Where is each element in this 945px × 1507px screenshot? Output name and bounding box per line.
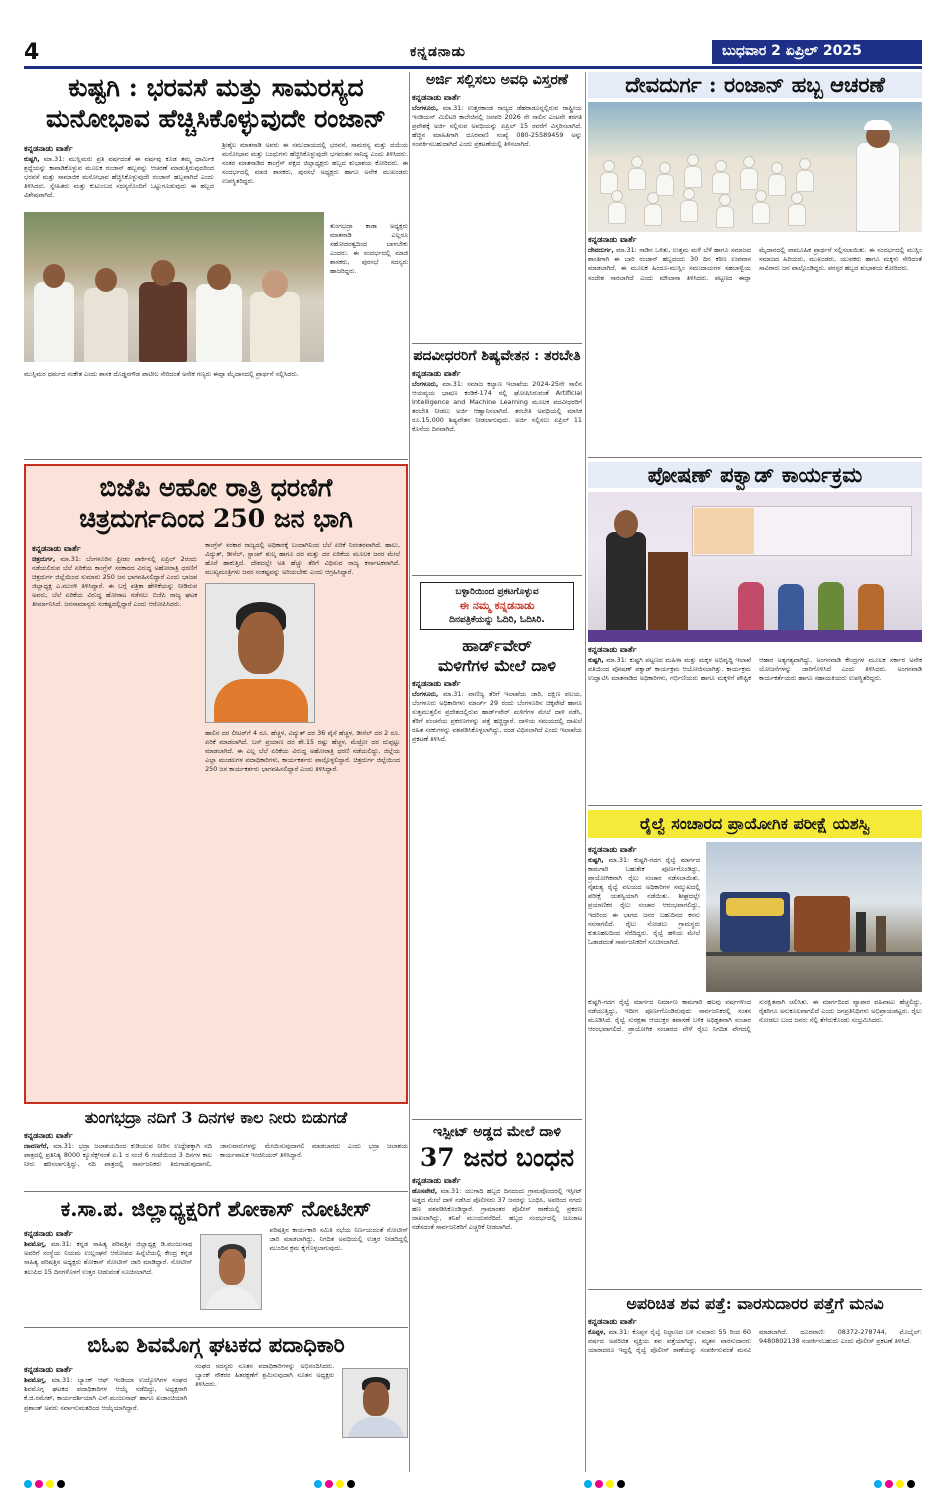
article-body [24,1376,187,1412]
headline: ಮಳಿಗೆಗಳ ಮೇಲೆ ದಾಳಿ [438,656,556,675]
column-right [588,72,922,1472]
article-text: ಮಾ.31: ಕುಷ್ಟಗಿ ಪಟ್ಟಣದ ಮಹಿಳಾ ಮತ್ತು ಮಕ್ಕಳ ಅಭಿವೃದ್ಧಿ ಇಲಾಖೆ ವತಿಯಿಂದ ಪೋಷಣ್ ಪಕ್ವಾಡ್ ಕಾರ್ಯಕ್ರಮ ಆಯೋಜಿಸಲಾಗಿತ್ತು. ಕಾರ್ಯಕ್ರಮ ಉದ್ಘಾಟಿಸಿ ಮಾತನಾಡಿದ ಅಧಿಕಾರಿಗಳು, ಗರ್ಭಿಣಿಯರು ಹಾಗೂ ಮಕ್ಕಳಿಗೆ ಪೌಷ್ಟಿಕ ಆಹಾರ ಅತ್ಯಗತ್ಯವಾಗಿದ್ದು, ಅಂಗನವಾಡಿ ಕೇಂದ್ರಗಳ ಮೂಲಕ ಸರ್ಕಾರ ಅನೇಕ ಯೋಜನೆಗಳನ್ನು ಜಾರಿಗೊಳಿಸಿದೆ ಎಂದು ತಿಳಿಸಿದರು. ಅಂಗನವಾಡಿ ಕಾರ್ಯಕರ್ತೆಯರು ಹಾಗೂ ಸಹಾಯಕಿಯರು ಉಪಸ್ಥಿತರಿದ್ದರು. [588,656,922,683]
article-body-side: ತುಂಗಭದ್ರಾ ಕಾಡಾ ಅಧ್ಯಕ್ಷರು ಮಾತನಾಡಿ ಎಲ್ಲರೂ ಸಹೋದರತ್ವದಿಂದ ಬಾಳಬೇಕು ಎಂದರು. ಈ ಸಂದರ್ಭದಲ್ಲಿ ಮಾಜಿ ಶಾಸಕರು, ಪುರಸಭೆ ಸದಸ್ಯರು ಹಾಜರಿದ್ದರು. [330,222,408,276]
headline: 37 ಜನರ ಬಂಧನ [419,1142,575,1172]
byline: ಕನ್ನಡನಾಡು ವಾರ್ತೆ [412,679,461,688]
registration-dot [24,1480,32,1488]
article-text: ಮಾ.31: ಯುಗಾದಿ ಹಬ್ಬದ ದಿನದಂದು ಗ್ರಾಮವೊಂದರಲ್ಲಿ ಇಸ್ಪೀಟ್ ಅಡ್ಡದ ಮೇಲೆ ದಾಳಿ ನಡೆಸಿದ ಪೊಲೀಸರು 37 ಜನರನ್ನು ಬಂಧಿಸಿ, ಅವರಿಂದ ನಗದು ಹಣ ವಶಪಡಿಸಿಕೊಂಡಿದ್ದಾರೆ. ಗ್ರಾಮಾಂತರ ಪೊಲೀಸ್ ಠಾಣೆಯಲ್ಲಿ ಪ್ರಕರಣ ದಾಖಲಾಗಿದ್ದು, ತನಿಖೆ ಮುಂದುವರೆದಿದೆ. ಹಬ್ಬದ ಸಂದರ್ಭದಲ್ಲಿ ಜೂಜಾಟ ನಡೆಸದಂತೆ ಸಾರ್ವಜನಿಕರಿಗೆ ಎಚ್ಚರಿಕೆ ನೀಡಲಾಗಿದೆ. [412,1186,582,1232]
article-body-continued: ಕುಷ್ಟಗಿ-ಗದಗ ರೈಲ್ವೆ ಮಾರ್ಗದ ನಿರ್ಮಾಣ ಕಾಮಗಾರಿ ಹಲವು ವರ್ಷಗಳಿಂದ ನಡೆಯುತ್ತಿದ್ದು, ಇದೀಗ ಪೂರ್ಣಗೊಂಡಿರುವುದು ಸಾರ್ವಜನಿಕರಲ್ಲಿ ಸಂತಸ ಮೂಡಿಸಿದೆ. ರೈಲ್ವೆ ಸುರಕ್ಷತಾ ಆಯುಕ್ತರ ತಪಾಸಣೆ ಬಳಿಕ ಅಧಿಕೃತವಾಗಿ ಸಂಚಾರ ಆರಂಭವಾಗಲಿದೆ. ಪ್ರಾಯೋಗಿಕ ಸಂಚಾರದ ವೇಳೆ ರೈಲು ನಿಗದಿತ ವೇಗದಲ್ಲಿ ಸುರಕ್ಷಿತವಾಗಿ ಚಲಿಸಿತು. ಈ ಮಾರ್ಗದಿಂದ ವ್ಯಾಪಾರ ವಹಿವಾಟು ಹೆಚ್ಚಲಿದ್ದು, ರೈತರಿಗೂ ಅನುಕೂಲವಾಗಲಿದೆ ಎಂದು ಜನಪ್ರತಿನಿಧಿಗಳು ಅಭಿಪ್ರಾಯಪಟ್ಟರು. ರೈಲು ನೋಡಲು ಬಂದ ಜನರು ಸೆಲ್ಫಿ ತೆಗೆದುಕೊಂಡು ಸಂಭ್ರಮಿಸಿದರು. [588,998,922,1034]
page-number: 4 [24,40,40,65]
registration-dot [336,1480,344,1488]
dateline: ಶಿವಮೊಗ್ಗ, [24,1376,47,1385]
byline: ಕನ್ನಡನಾಡು ವಾರ್ತೆ [588,845,637,854]
registration-dot [907,1480,915,1488]
article-text: ಮಾ.31: ಕನ್ನಡ ಸಾಹಿತ್ಯ ಪರಿಷತ್ತಿನ ಜಿಲ್ಲಾಧ್ಯಕ್ಷ ಡಿ.ಮಂಜುನಾಥ ಅವರಿಗೆ ಸಂಸ್ಥೆಯ ನಿಯಮ ಉಲ್ಲಂಘನೆ ಆರೋಪದ ಹಿನ್ನೆಲೆಯಲ್ಲಿ ಕೇಂದ್ರ ಕನ್ನಡ ಸಾಹಿತ್ಯ ಪರಿಷತ್ತಿನ ಅಧ್ಯಕ್ಷರು ಶೋಕಾಸ್ ನೋಟೀಸ್ ಜಾರಿ ಮಾಡಿದ್ದಾರೆ. ನೋಟೀಸ್ ತಲುಪಿದ 15 ದಿನಗಳೊಳಗೆ ಉತ್ತರ ನೀಡುವಂತೆ ಸೂಚಿಸಲಾಗಿದೆ. [24,1240,193,1276]
article-ramzan-kushtagi [24,72,408,460]
article-boi-office-bearers [24,1332,408,1450]
article-bjp-protest [24,464,408,1104]
article-gambling-arrest [412,1124,582,1464]
portrait-photo [342,1368,408,1438]
registration-dot [885,1480,893,1488]
article-text: ಮಾ.31: ಮುಸ್ಲಿಮರು ಪ್ರತಿ ವರ್ಷದಂತೆ ಈ ವರ್ಷವು ಕೂಡ ತಮ್ಮ ಧಾರ್ಮಿಕ ಶ್ರದ್ಧೆಯನ್ನು ಕಾಪಾಡಿಕೊಳ್ಳುವ ಮೂಲಕ ರಂಜಾನ್ ಹಬ್ಬವನ್ನು ಆಚರಣೆ ಮಾಡುತ್ತಿರುವುದರಿಂದ ಭರವಸೆ ಮತ್ತು ಸಾಮಾಜಿಕ ಮನೋಭಾವ ಹೆಚ್ಚಿಸಿಕೊಳ್ಳುವುದೇ ರಂಜಾನ್ ಹಬ್ಬವಾಗಿದೆ ಎಂದು ತಿಳಿಸಿದರು. ಸ್ನೇಹಿತರು ಮತ್ತು ಕುಟುಂಬದ ಸದಸ್ಯರೊಂದಿಗೆ ಒಟ್ಟುಗೂಡುವುದು ಈ ಹಬ್ಬದ ವಿಶೇಷವಾಗಿದೆ. [24,154,214,199]
article-body [412,104,582,149]
byline: ಕನ್ನಡನಾಡು ವಾರ್ತೆ [24,1229,73,1239]
headline: ಮನೋಭಾವ ಹೆಚ್ಚಿಸಿಕೊಳ್ಳುವುದೇ ರಂಜಾನ್ [45,104,386,134]
dateline: ಬೆಂಗಳೂರು, [412,379,439,388]
byline: ಕನ್ನಡನಾಡು ವಾರ್ತೆ [588,645,637,655]
registration-dot [57,1480,65,1488]
headline: ಪೋಷಣ್ ಪಕ್ವಾಡ್ ಕಾರ್ಯಕ್ರಮ [588,462,922,488]
byline: ಕನ್ನಡನಾಡು ವಾರ್ತೆ [588,1317,637,1326]
byline: ಕನ್ನಡನಾಡು ವಾರ್ತೆ [24,143,73,153]
dateline: ಹೊಸಪೇಟೆ, [412,1186,438,1195]
promo-line: ದಿನಪತ್ರಿಕೆಯನ್ನು ಓದಿರಿ, ಓದಿಸಿರಿ. [449,615,545,625]
registration-dot [896,1480,904,1488]
dateline: ಕುಷ್ಟಗಿ, [588,856,604,864]
byline: ಕನ್ನಡನಾಡು ವಾರ್ತೆ [588,235,637,245]
dateline: ಬೆಂಗಳೂರು, [412,690,439,698]
event-stage-photo [588,492,922,642]
article-body [588,656,922,683]
headline: ಅರ್ಜಿ ಸಲ್ಲಿಸಲು ಅವಧಿ ವಿಸ್ತರಣೆ [426,72,568,88]
article-tungabhadra [24,1108,408,1192]
article-body [24,1240,192,1276]
byline: ಕನ್ನಡನಾಡು ವಾರ್ತೆ [24,1131,73,1140]
article-body [588,856,700,947]
article-text: ಮಾ.31: ಬೆಂಗಳೂರಿನ ಫ್ರೀಡಂ ಪಾರ್ಕಿನಲ್ಲಿ ಏಪ್ರಿಲ್ 2ರಂದು ನಡೆಯಲಿರುವ ಬೆಲೆ ಏರಿಕೆಯ ಕಾಂಗ್ರೆಸ್ ಸರಕಾರದ ವಿರುದ್ಧ ಅಹೋರಾತ್ರಿ ಧರಣಿಗೆ ಚಿತ್ರದುರ್ಗ ಜಿಲ್ಲೆಯಿಂದ ಸುಮಾರು 250 ಜನ ಭಾಗವಹಿಸಲಿದ್ದಾರೆ ಎಂದು ಭಾಜಪ ಜಿಲ್ಲಾಧ್ಯಕ್ಷ ಎ.ಮುರಳಿ ತಿಳಿಸಿದ್ದಾರೆ. ಈ ಬಗ್ಗೆ ಪತ್ರಿಕಾ ಹೇಳಿಕೆಯನ್ನು ನೀಡಿರುವ ಅವರು, ಬೆಲೆ ಏರಿಕೆಯ ವಿರುದ್ಧ ಹೋರಾಟ ನಡೆಸಲು ಬಿಜೆಪಿ ರಾಜ್ಯ ಘಟಕ ತೀರ್ಮಾನಿಸಿದೆ. ಜನಸಾಮಾನ್ಯರು ಸಂಕಷ್ಟದಲ್ಲಿದ್ದಾರೆ ಎಂದು ಆರೋಪಿಸಿದರು. [32,554,198,608]
dateline: ದಾವಣಗೆರೆ, [24,1142,49,1150]
article-graduate-training [412,348,582,576]
headline: ಬಿಓಐ ಶಿವಮೊಗ್ಗ ಘಟಕದ ಪದಾಧಿಕಾರಿ [87,1332,345,1357]
dateline: ಚಿತ್ರದುರ್ಗ, [32,554,56,563]
meeting-photo [24,212,324,362]
dateline: ಶಿವಮೊಗ್ಗ, [24,1240,47,1249]
prayer-crowd-photo [588,102,922,232]
headline: ಪದವೀಧರರಿಗೆ ಶಿಷ್ಯವೇತನ : ತರಬೇತಿ [413,348,581,364]
registration-dot [347,1480,355,1488]
dateline: ಕೊಪ್ಪಳ, [588,1328,606,1336]
article-body: ಕಾಂಗ್ರೆಸ್ ಸರಕಾರ ರಾಜ್ಯದಲ್ಲಿ ಅಧಿಕಾರಕ್ಕೆ ಬಂದಾಗಿನಿಂದ ಬೆಲೆ ಏರಿಕೆ ನಿರಂತರವಾಗಿದೆ. ಹಾಲು, ವಿದ್ಯುತ್, ಡೀಸೆಲ್, ಸ್ಟಾಂಪ್ ಶುಲ್ಕ ಹಾಗೂ ದರ ಮತ್ತು ದರ ಏರಿಕೆಯ ಮೂಲಕ ಜನರ ಮೇಲೆ ಹೊರೆ ಹಾಕುತ್ತಿದೆ. ದೇಶದಲ್ಲೇ ಅತಿ ಹೆಚ್ಚು ತೆರಿಗೆ ವಿಧಿಸುವ ರಾಜ್ಯ ಕರ್ನಾಟಕವಾಗಿದೆ. ಮುಖ್ಯಮಂತ್ರಿಗಳು ಜನರ ಸಂಕಷ್ಟವನ್ನು ಅರಿಯಬೇಕು ಎಂದು ಆಗ್ರಹಿಸಿದ್ದಾರೆ. [205,540,400,576]
headline: ಕುಷ್ಟಗಿ : ಭರವಸೆ ಮತ್ತು ಸಾಮರಸ್ಯದ [68,73,364,102]
top-rule [24,66,922,69]
article-body-side: ಪರಿಷತ್ತಿನ ಕಾರ್ಯಕಾರಿ ಸಮಿತಿ ಸಭೆಯ ನಿರ್ಣಯದಂತೆ ನೋಟೀಸ್ ಜಾರಿ ಮಾಡಲಾಗಿದ್ದು, ನಿಗದಿತ ಅವಧಿಯಲ್ಲಿ ಉತ್ತರ ನೀಡದಿದ್ದಲ್ಲಿ ಮುಂದಿನ ಕ್ರಮ ಕೈಗೊಳ್ಳಲಾಗುವುದು. [269,1226,408,1253]
registration-dot [874,1480,882,1488]
registration-dot [314,1480,322,1488]
article-poshan-pakhwada [588,462,922,806]
registration-dot [595,1480,603,1488]
article-body [588,1328,922,1355]
article-body [412,380,582,435]
headline: ಇಸ್ಪೀಟ್ ಅಡ್ಡದ ಮೇಲೆ ದಾಳಿ [433,1124,561,1140]
headline: ತುಂಗಭದ್ರಾ ನದಿಗೆ 3 ದಿನಗಳ ಕಾಲ ನೀರು ಬಿಡುಗಡೆ [84,1108,348,1127]
portrait-photo [205,583,315,723]
promo-line: ಈ ನಮ್ಮ ಕನ್ನಡನಾಡು [459,599,535,612]
article-text: ಮಾ.31: ಕೊಪ್ಪಳ ರೈಲ್ವೆ ನಿಲ್ದಾಣದ ಬಳಿ ಸುಮಾರು 55 ರಿಂದ 60 ವರ್ಷದ ಅಪರಿಚಿತ ವ್ಯಕ್ತಿಯ ಶವ ಪತ್ತೆಯಾಗಿದ್ದು, ಮೃತನ ವಾರಸುದಾರರು ಯಾರಾದರೂ ಇದ್ದಲ್ಲಿ ರೈಲ್ವೆ ಪೊಲೀಸ್ ಠಾಣೆಯನ್ನು ಸಂಪರ್ಕಿಸುವಂತೆ ಮನವಿ ಮಾಡಲಾಗಿದೆ. ದೂರವಾಣಿ: 08372-278744, ಮೊಬೈಲ್: 9480802138 ಸಂಪರ್ಕಿಸಬಹುದು ಎಂದು ಪೊಲೀಸ್ ಪ್ರಕಟಣೆ ತಿಳಿಸಿದೆ. [588,1328,922,1355]
headline: ಅಪರಿಚಿತ ಶವ ಪತ್ತೆ: ವಾರಸುದಾರರ ಪತ್ತೆಗೆ ಮನವಿ [626,1294,884,1313]
article-kasapa-notice [24,1196,408,1328]
paper-name: ಕನ್ನಡನಾಡು [410,44,466,60]
registration-dot [606,1480,614,1488]
date-strip: ಬುಧವಾರ 2 ಏಪ್ರಿಲ್ 2025 [712,40,922,64]
article-body [412,690,582,745]
article-railway-trial [588,810,922,1290]
article-body [412,1187,582,1232]
article-deadline-extension [412,72,582,344]
column-left [24,72,408,1472]
dateline: ದೇವದುರ್ಗ, [588,246,614,255]
article-body: ಶ್ರೀಶೈಲ ಮಾತನಾಡಿ ಅವರು ಈ ಸಮುದಾಯದಲ್ಲಿ ಭರವಸೆ, ಸಾಮರಸ್ಯ ಮತ್ತು ದಯೆಯ ಮನೋಭಾವ ಮತ್ತು ಬಂಧುಗಳು ಹೆಚ್ಚಿಸಿಕೊಳ್ಳುವುದೇ ಭಗವಂತನ ಸಾನಿಧ್ಯ ಎಂದು ತಿಳಿಸಿದರು. ನಂತರ ಮಾತನಾಡಿದ ಕಾಂಗ್ರೆಸ್ ಪಕ್ಷದ ಜಿಲ್ಲಾಧ್ಯಕ್ಷರು ಹಬ್ಬದ ಶುಭಾಶಯ ಕೋರಿದರು. ಈ ಸಂದರ್ಭದಲ್ಲಿ ಮಾಜಿ ಶಾಸಕರು, ಪುರಸಭೆ ಅಧ್ಯಕ್ಷರು ಹಾಗೂ ಅನೇಕ ಮುಖಂಡರು ಉಪಸ್ಥಿತರಿದ್ದರು. [222,140,408,185]
masthead [0,0,945,70]
headline: ಕ.ಸಾ.ಪ. ಜಿಲ್ಲಾಧ್ಯಕ್ಷರಿಗೆ ಶೋಕಾಸ್ ನೋಟೀಸ್ [60,1196,372,1221]
registration-dot [325,1480,333,1488]
dateline: ಬೆಂಗಳೂರು, [412,103,439,112]
headline: ದೇವದುರ್ಗ : ರಂಜಾನ್ ಹಬ್ಬ ಆಚರಣೆ [588,72,922,98]
train-photo [706,842,922,992]
article-body: ಹಾಲಿನ ದರ ಲೀಟರ್‌ಗೆ 4 ರೂ. ಹೆಚ್ಚಳ, ವಿದ್ಯುತ್ ದರ 36 ಪೈಸೆ ಹೆಚ್ಚಳ, ಡೀಸೆಲ್ ದರ 2 ರೂ. ಏರಿಕೆ ಮಾಡಲಾಗಿದೆ. ಬಸ್ ಪ್ರಯಾಣ ದರ ಶೇ.15 ರಷ್ಟು ಹೆಚ್ಚಳ, ಮೆಟ್ರೋ ದರ ದುಪ್ಪಟ್ಟು ಮಾಡಲಾಗಿದೆ. ಈ ಎಲ್ಲ ಬೆಲೆ ಏರಿಕೆಯ ವಿರುದ್ಧ ಅಹೋರಾತ್ರಿ ಧರಣಿ ನಡೆಯಲಿದ್ದು, ಜಿಲ್ಲೆಯ ಎಲ್ಲಾ ಮಂಡಲಗಳ ಪದಾಧಿಕಾರಿಗಳು, ಕಾರ್ಯಕರ್ತರು ಪಾಲ್ಗೊಳ್ಳಲಿದ್ದಾರೆ. ಚಿತ್ರದುರ್ಗ ಜಿಲ್ಲೆಯಿಂದ 250 ಜನ ಕಾರ್ಯಕರ್ತರು ಭಾಗವಹಿಸಲಿದ್ದಾರೆ ಎಂದು ತಿಳಿಸಿದ್ದಾರೆ. [205,728,400,774]
column-middle [412,72,582,1472]
registration-dot [46,1480,54,1488]
article-text: ಮಾ.31: ಉತ್ತರಕಾಂಡ ರಾಜ್ಯದ ಡೆಹರಾಡೂನ್ನಲ್ಲಿರುವ ರಾಷ್ಟ್ರೀಯ ಇಂಡಿಯನ್ ಮಿಲಿಟರಿ ಕಾಲೇಜಿನಲ್ಲಿ ಜನವರಿ 2026 ನೇ ಸಾಲಿನ ಎಂಟನೇ ತರಗತಿ ಪ್ರವೇಶಕ್ಕೆ ಅರ್ಜಿ ಸಲ್ಲಿಸುವ ಅವಧಿಯನ್ನು ಏಪ್ರಿಲ್ 15 ರವರೆಗೆ ವಿಸ್ತರಿಸಲಾಗಿದೆ. ಹೆಚ್ಚಿನ ಮಾಹಿತಿಗಾಗಿ ದೂರವಾಣಿ ಸಂಖ್ಯೆ 080-25589459 ಅನ್ನು ಸಂಪರ್ಕಿಸಬಹುದಾಗಿದೆ ಎಂದು ಪ್ರಕಟಣೆಯಲ್ಲಿ ತಿಳಿಸಲಾಗಿದೆ. [412,103,582,148]
article-unidentified-body [588,1294,922,1464]
article-text: ಮಾ.31: ಬ್ಯಾಂಕ್ ಆಫ್ ಇಂಡಿಯಾ ಉದ್ಯೋಗಿಗಳ ಸಂಘದ ಶಿವಮೊಗ್ಗ ಘಟಕದ ಪದಾಧಿಕಾರಿಗಳ ಆಯ್ಕೆ ನಡೆದಿದ್ದು, ಅಧ್ಯಕ್ಷರಾಗಿ ಕೆ.ಜಿ.ರಮೇಶ್, ಕಾರ್ಯದರ್ಶಿಯಾಗಿ ಎಸ್.ಮಂಜುನಾಥ್ ಹಾಗೂ ಖಜಾಂಚಿಯಾಗಿ ಪ್ರಶಾಂತ್ ಅವರು ಸರ್ವಾನುಮತದಿಂದ ಆಯ್ಕೆಯಾಗಿದ್ದಾರೆ. [24,1376,188,1412]
byline: ಕನ್ನಡನಾಡು ವಾರ್ತೆ [32,543,81,553]
article-body [24,155,214,200]
headline: ರೈಲ್ವೆ ಸಂಚಾರದ ಪ್ರಾಯೋಗಿಕ ಪರೀಕ್ಷೆ ಯಶಸ್ವಿ [588,810,922,838]
article-text: ಮಾ.31: ಕುಷ್ಟಗಿ-ಗದಗ ರೈಲ್ವೆ ಮಾರ್ಗದ ಕಾಮಗಾರಿ ಬಹುತೇಕ ಪೂರ್ಣಗೊಂಡಿದ್ದು, ಪ್ರಾಯೋಗಿಕವಾಗಿ ರೈಲು ಸಂಚಾರ ನಡೆಸಲಾಯಿತು. ನೈಋತ್ಯ ರೈಲ್ವೆ ವಲಯದ ಅಧಿಕಾರಿಗಳ ಸಮ್ಮುಖದಲ್ಲಿ ಪರೀಕ್ಷೆ ಯಶಸ್ವಿಯಾಗಿ ನಡೆಯಿತು. ಶೀಘ್ರದಲ್ಲೇ ಪ್ರಯಾಣಿಕರ ರೈಲು ಸಂಚಾರ ಆರಂಭವಾಗಲಿದ್ದು, ಇದರಿಂದ ಈ ಭಾಗದ ಜನರ ಬಹುದಿನದ ಕನಸು ನನಸಾಗಲಿದೆ. ರೈಲು ನೋಡಲು ಗ್ರಾಮಸ್ಥರು ಕುತೂಹಲದಿಂದ ನೆರೆದಿದ್ದರು. ರೈಲ್ವೆ ಹಳಿಯ ಮೇಲೆ ಓಡಾಡದಂತೆ ಸಾರ್ವಜನಿಕರಿಗೆ ಸೂಚಿಸಲಾಗಿದೆ. [588,856,700,946]
dateline: ಕುಷ್ಟಗಿ, [24,154,40,163]
article-body-side: ಸಂಘದ ಸದಸ್ಯರು ನೂತನ ಪದಾಧಿಕಾರಿಗಳನ್ನು ಅಭಿನಂದಿಸಿದರು. ಬ್ಯಾಂಕ್ ನೌಕರರ ಹಿತರಕ್ಷಣೆಗೆ ಶ್ರಮಿಸುವುದಾಗಿ ನೂತನ ಅಧ್ಯಕ್ಷರು ತಿಳಿಸಿದರು. [195,1362,335,1389]
article-text: ಮಾ.31: ಭದ್ರಾ ಜಲಾಶಯದಿಂದ ಕುಡಿಯುವ ನೀರಿನ ಉದ್ದೇಶಕ್ಕಾಗಿ ನದಿ ಪಾತ್ರದಲ್ಲಿ ಪ್ರತಿನಿತ್ಯ 8000 ಕ್ಯೂಸೆಕ್ಸ್‌ನಂತೆ ಏ.1 ರ ಸಂಜೆ 6 ಗಂಟೆಯಿಂದ 3 ದಿನಗಳ ಕಾಲ ನೀರು ಹರಿಸಲಾಗುತ್ತಿದ್ದು, ನದಿ ಪಾತ್ರದಲ್ಲಿ ಸಾರ್ವಜನಿಕರು ತಿರುಗಾಡುವುದಾಗಲಿ, ಜಾನುವಾರುಗಳನ್ನು ಮೇಯಿಸುವುದಾಗಲಿ ಮಾಡಬಾರದು ಎಂದು ಭದ್ರಾ ಜಲಾಶಯ ಕಾರ್ಯಪಾಲಕ ಇಂಜಿನಿಯರ್ ತಿಳಿಸಿದ್ದಾರೆ. [24,1142,408,1169]
print-registration-marks [24,1478,922,1490]
article-text: ಮಾ.31: ನಾಡಿನ ಒಳಿತು, ಉತ್ತಮ ಮಳೆ ಬೆಳೆ ಹಾಗೂ ಸಮಾಜದ ಶಾಂತಿಗಾಗಿ ಈ ಬಾರಿ ರಂಜಾನ್ ಹಬ್ಬದಂದು 30 ದಿನ ಕಠಿಣ ಉಪವಾಸ ಮಾಡಲಾಗಿದೆ. ಈ ಮೂಲಕ ಹಿಂದೂ-ಮುಸ್ಲಿಂ ಸಮುದಾಯಗಳ ಸಹಬಾಳ್ವೆಯ ಸಂದೇಶ ಸಾರಲಾಗಿದೆ ಎಂದು ಮೌಲಾನಾ ತಿಳಿಸಿದರು. ಪಟ್ಟಣದ ಈದ್ಗಾ ಮೈದಾನದಲ್ಲಿ ಸಾಮೂಹಿಕ ಪ್ರಾರ್ಥನೆ ಸಲ್ಲಿಸಲಾಯಿತು. ಈ ಸಂದರ್ಭದಲ್ಲಿ ಮುಸ್ಲಿಂ ಸಮಾಜದ ಹಿರಿಯರು, ಮುಖಂಡರು, ಯುವಕರು ಹಾಗೂ ಮಕ್ಕಳು ಸೇರಿದಂತೆ ಸಾವಿರಾರು ಜನ ಪಾಲ್ಗೊಂಡಿದ್ದರು. ಪರಸ್ಪರ ಹಬ್ಬದ ಶುಭಾಶಯ ಕೋರಿದರು. [588,246,922,282]
byline: ಕನ್ನಡನಾಡು ವಾರ್ತೆ [24,1365,73,1375]
headline: ಬಿಜೆಪಿ ಅಹೋ ರಾತ್ರಿ ಧರಣಿಗೆ [99,473,333,502]
byline: ಕನ್ನಡನಾಡು ವಾರ್ತೆ [412,1175,461,1185]
photo-caption: ಮುಸ್ಲಿಮರ ಧರ್ಮದ ಸಂಕೇತ ಎಂದು ಶಾಸಕ ದೊಡ್ಡನಗೌಡ ಪಾಟೀಲ ಸೇರಿದಂತೆ ಅನೇಕ ಗಣ್ಯರು ಈದ್ಗಾ ಮೈದಾನದಲ್ಲಿ ಪ್ರಾರ್ಥನೆ ಸಲ್ಲಿಸಿದರು. [24,370,299,378]
registration-dot [617,1480,625,1488]
article-hardware-raid [412,636,582,1120]
promo-line: ಬಳ್ಳಾರಿಯಿಂದ ಪ್ರಕಟಗೊಳ್ಳುವ [455,587,539,597]
article-body [32,555,197,610]
byline: ಕನ್ನಡನಾಡು ವಾರ್ತೆ [412,368,461,378]
newspaper-promo-box [420,582,574,630]
article-devadurga-ramzan [588,72,922,458]
article-text: ಮಾ.31: ಸಮಾಜ ಕಲ್ಯಾಣ ಇಲಾಖೆಯ 2024-25ನೇ ಸಾಲಿನ ಆಯವ್ಯಯ ಭಾಷಣ ಕಂಡಿಕೆ-174 ರಲ್ಲಿ ಘೋಷಿಸಿರುವಂತೆ Artificial Intelligence and Machine Learning ಮೂಲಕ ಪದವೀಧರರಿಗೆ ತರಬೇತಿ ನೀಡಲು ಅರ್ಜಿ ಆಹ್ವಾನಿಸಲಾಗಿದೆ. ತರಬೇತಿ ಅವಧಿಯಲ್ಲಿ ಮಾಸಿಕ ರೂ.15,000 ಶಿಷ್ಯವೇತನ ನೀಡಲಾಗುವುದು. ಅರ್ಜಿ ಸಲ್ಲಿಸಲು ಏಪ್ರಿಲ್ 11 ಕೊನೆಯ ದಿನವಾಗಿದೆ. [412,379,582,433]
headline: ಹಾರ್ಡ್‌ವೇರ್ [462,636,532,655]
article-body [24,1142,408,1169]
registration-dot [584,1480,592,1488]
byline: ಕನ್ನಡನಾಡು ವಾರ್ತೆ [412,92,461,102]
dateline: ಕುಷ್ಟಗಿ, [588,656,604,665]
registration-dot [35,1480,43,1488]
headline: ಚಿತ್ರದುರ್ಗದಿಂದ 250 ಜನ ಭಾಗಿ [79,504,353,534]
article-text: ಮಾ.31: ವಾಣಿಜ್ಯ ತೆರಿಗೆ ಇಲಾಖೆಯ ಜಾರಿ, ದಕ್ಷಿಣ ವಲಯ, ಬೆಂಗಳೂರು ಅಧಿಕಾರಿಗಳು ಮಾರ್ಚ್ 29 ರಂದು ಬೆಂಗಳೂರಿನ ಚಿಕ್ಕಪೇಟೆ ಹಾಗೂ ಸುತ್ತಮುತ್ತಲಿನ ಪ್ರದೇಶದಲ್ಲಿರುವ ಹಾರ್ಡ್‌ವೇರ್ ಮಳಿಗೆಗಳ ಮೇಲೆ ದಾಳಿ ನಡೆಸಿ, ತೆರಿಗೆ ವಂಚನೆಯ ಪ್ರಕರಣಗಳನ್ನು ಪತ್ತೆ ಹಚ್ಚಿದ್ದಾರೆ. ದಾಳಿಯ ಸಮಯದಲ್ಲಿ ದಾಖಲೆ ರಹಿತ ಸರಕುಗಳನ್ನು ವಶಪಡಿಸಿಕೊಳ್ಳಲಾಗಿದ್ದು, ದಂಡ ವಿಧಿಸಲಾಗಿದೆ ಎಂದು ಇಲಾಖೆಯ ಪ್ರಕಟಣೆ ತಿಳಿಸಿದೆ. [412,690,582,744]
column-divider [409,72,410,1472]
article-body [588,246,922,282]
portrait-photo [200,1234,261,1310]
column-divider [585,72,586,1472]
